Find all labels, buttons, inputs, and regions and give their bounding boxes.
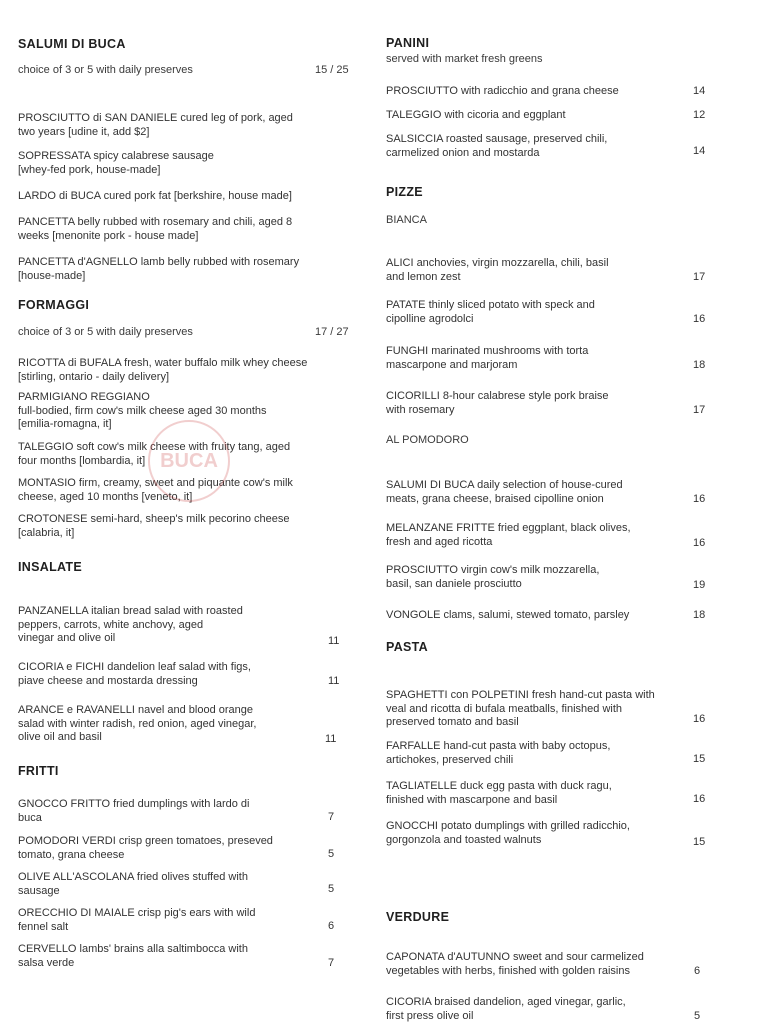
item-line: ALICI anchovies, virgin mozzarella, chili, basil (386, 257, 609, 269)
item-line: SPAGHETTI con POLPETINI fresh hand-cut pasta with (386, 689, 655, 701)
menu-item (386, 780, 612, 807)
item-price: 14 (693, 145, 706, 157)
item-line: PANZANELLA italian bread salad with roasted (18, 605, 243, 617)
item-price: 15 (693, 836, 706, 848)
item-line: FARFALLE hand-cut pasta with baby octopus, (386, 740, 611, 752)
item-line: MONTASIO firm, creamy, sweet and piquante cow's milk (18, 477, 293, 489)
menu-item (386, 479, 623, 506)
section-title-insalate: INSALATE (18, 560, 82, 574)
item-line: PANCETTA d'AGNELLO lamb belly rubbed with rosemary (18, 256, 300, 268)
item-price: 11 (328, 675, 340, 687)
item-line: weeks [menonite pork - house made] (18, 229, 199, 242)
menu-item (18, 112, 293, 139)
formaggi-price: 17 / 27 (315, 326, 349, 338)
item-line: full-bodied, firm cow's milk cheese aged 30 months (18, 404, 267, 417)
item-line: VONGOLE clams, salumi, stewed tomato, parsley (386, 609, 630, 621)
item-line: veal and ricotta di bufala meatballs, finished with (386, 702, 623, 715)
menu-item (18, 391, 267, 432)
item-line: olive oil and basil (18, 731, 102, 743)
item-line: cipolline agrodolci (386, 312, 474, 325)
menu-item (18, 513, 290, 540)
item-price: 18 (693, 609, 706, 621)
item-line: cheese, aged 10 months [veneto, it] (18, 490, 193, 503)
item-line: four months [lombardia, it] (18, 454, 146, 467)
item-line: FUNGHI marinated mushrooms with torta (386, 345, 589, 357)
item-line: PROSCIUTTO with radicchio and grana cheese (386, 85, 619, 97)
menu-item (18, 704, 256, 745)
item-price: 18 (693, 359, 706, 371)
item-line: [emilia-romagna, it] (18, 418, 112, 430)
buca-stamp: BUCA (148, 420, 230, 502)
item-line: GNOCCHI potato dumplings with grilled radicchio, (386, 820, 630, 832)
menu-item (18, 907, 255, 934)
section-title-verdure: VERDURE (386, 910, 450, 924)
item-price: 7 (328, 957, 335, 969)
item-line: salsa verde (18, 956, 75, 969)
section-title-pizze: PIZZE (386, 185, 423, 199)
item-line: SALSICCIA roasted sausage, preserved chili, (386, 133, 608, 145)
item-line: tomato, grana cheese (18, 848, 125, 861)
menu-item (18, 605, 243, 646)
item-line: TAGLIATELLE duck egg pasta with duck ragu, (386, 780, 612, 792)
item-line: SOPRESSATA spicy calabrese sausage (18, 150, 214, 162)
item-price: 7 (328, 811, 335, 823)
section-title-salumi: SALUMI DI BUCA (18, 37, 126, 51)
item-line: [whey-fed pork, house-made] (18, 163, 161, 176)
item-price: 14 (693, 85, 706, 97)
item-line: POMODORI VERDI crisp green tomatoes, preseved (18, 835, 273, 847)
item-line: ARANCE e RAVANELLI navel and blood orange (18, 704, 254, 716)
item-price: 16 (693, 537, 706, 549)
item-line: carmelized onion and mostarda (386, 146, 540, 159)
item-price: 17 (693, 404, 706, 416)
item-price: 11 (328, 635, 340, 647)
salumi-price: 15 / 25 (315, 64, 349, 76)
item-line: CICORILLI 8-hour calabrese style pork braise (386, 390, 609, 402)
menu-item (386, 522, 631, 549)
section-title-formaggi: FORMAGGI (18, 298, 90, 312)
item-line: MELANZANE FRITTE fried eggplant, black olives, (386, 522, 631, 534)
item-price: 5 (328, 848, 335, 860)
item-line: TALEGGIO with cicoria and eggplant (386, 109, 566, 121)
item-line: sausage (18, 884, 60, 897)
item-line: [house-made] (18, 269, 86, 282)
item-line: CICORIA e FICHI dandelion leaf salad with figs, (18, 661, 251, 673)
item-line: vinegar and olive oil (18, 632, 116, 644)
item-line: CERVELLO lambs' brains alla saltimbocca with (18, 943, 248, 955)
section-title-fritti: FRITTI (18, 764, 59, 778)
item-price: 17 (693, 271, 706, 283)
item-price: 6 (328, 920, 335, 932)
item-line: fennel salt (18, 920, 69, 933)
section-title-panini: PANINI (386, 36, 430, 50)
menu-item (18, 871, 248, 898)
panini-subtitle: served with market fresh greens (386, 53, 543, 65)
item-line: piave cheese and mostarda dressing (18, 674, 198, 687)
item-price: 15 (693, 753, 706, 765)
item-line: SALUMI DI BUCA daily selection of house-cured (386, 479, 623, 491)
menu-item (386, 345, 588, 372)
item-line: PANCETTA belly rubbed with rosemary and chili, aged 8 (18, 216, 293, 228)
item-line: first press olive oil (386, 1009, 474, 1022)
item-line: CROTONESE semi-hard, sheep's milk pecorino cheese (18, 513, 290, 525)
item-price: 16 (693, 493, 706, 505)
menu-item (18, 357, 307, 384)
item-price: 6 (694, 965, 701, 977)
item-line: basil, san daniele prosciutto (386, 577, 522, 590)
item-line: PROSCIUTTO virgin cow's milk mozzarella, (386, 564, 600, 576)
item-line: gorgonzola and toasted walnuts (386, 833, 542, 846)
item-line: RICOTTA di BUFALA fresh, water buffalo milk whey cheese (18, 357, 308, 369)
menu-item (18, 661, 251, 688)
item-price: 5 (328, 883, 335, 895)
item-line: GNOCCO FRITTO fried dumplings with lardo di (18, 798, 250, 810)
item-line: CICORIA braised dandelion, aged vinegar, garlic, (386, 996, 626, 1008)
item-line: PATATE thinly sliced potato with speck and (386, 299, 595, 311)
item-line: vegetables with herbs, finished with golden raisins (386, 964, 630, 977)
menu-item (386, 85, 619, 99)
item-line: [stirling, ontario - daily delivery] (18, 370, 170, 383)
item-line: finished with mascarpone and basil (386, 793, 558, 806)
item-line: artichokes, preserved chili (386, 753, 514, 766)
salumi-subtitle: choice of 3 or 5 with daily preserves (18, 64, 193, 76)
menu-item (386, 740, 610, 767)
section-title-pasta: PASTA (386, 640, 429, 654)
menu-item (386, 689, 655, 730)
item-line: OLIVE ALL'ASCOLANA fried olives stuffed with (18, 871, 248, 883)
item-price: 16 (693, 313, 706, 325)
menu-item (386, 257, 609, 284)
menu-item (18, 798, 249, 825)
item-line: salad with winter radish, red onion, aged vinegar, (18, 717, 257, 730)
item-line: PROSCIUTTO di SAN DANIELE cured leg of pork, aged (18, 112, 293, 124)
menu-item (386, 133, 607, 160)
item-line: peppers, carrots, white anchovy, aged (18, 618, 204, 631)
item-line: preserved tomato and basil (386, 716, 519, 728)
menu-item (386, 996, 626, 1023)
item-line: PARMIGIANO REGGIANO (18, 391, 150, 403)
menu-item (386, 109, 566, 123)
item-line: buca (18, 811, 42, 824)
item-price: 11 (325, 733, 337, 745)
pizze-bianca-label: BIANCA (386, 214, 427, 226)
item-price: 16 (693, 713, 706, 725)
menu-item (386, 564, 599, 591)
item-line: and lemon zest (386, 270, 461, 283)
item-price: 16 (693, 793, 706, 805)
menu-item (386, 390, 609, 417)
item-line: mascarpone and marjoram (386, 358, 518, 371)
item-line: meats, grana cheese, braised cipolline onion (386, 492, 604, 505)
menu-item (18, 216, 292, 243)
item-line: TALEGGIO soft cow's milk cheese with fruity tang, aged (18, 441, 291, 453)
menu-item (386, 299, 595, 326)
item-price: 19 (693, 579, 706, 591)
menu-item (386, 609, 629, 623)
pizze-pomodoro-label: AL POMODORO (386, 434, 469, 446)
item-line: fresh and aged ricotta (386, 535, 493, 548)
item-line: LARDO di BUCA cured pork fat [berkshire, house made] (18, 190, 292, 202)
item-line: CAPONATA d'AUTUNNO sweet and sour carmelized (386, 951, 644, 963)
item-line: with rosemary (386, 403, 455, 416)
formaggi-subtitle: choice of 3 or 5 with daily preserves (18, 326, 193, 338)
item-line: ORECCHIO DI MAIALE crisp pig's ears with wild (18, 907, 256, 919)
item-price: 5 (694, 1010, 701, 1022)
menu-item (18, 943, 248, 970)
item-line: two years [udine it, add $2] (18, 125, 150, 138)
menu-item (386, 820, 630, 847)
menu-item (18, 256, 299, 283)
item-price: 12 (693, 109, 706, 121)
menu-item (18, 150, 214, 177)
menu-item (18, 190, 292, 204)
menu-item (18, 835, 273, 862)
item-line: [calabria, it] (18, 526, 75, 539)
menu-item (386, 951, 644, 978)
